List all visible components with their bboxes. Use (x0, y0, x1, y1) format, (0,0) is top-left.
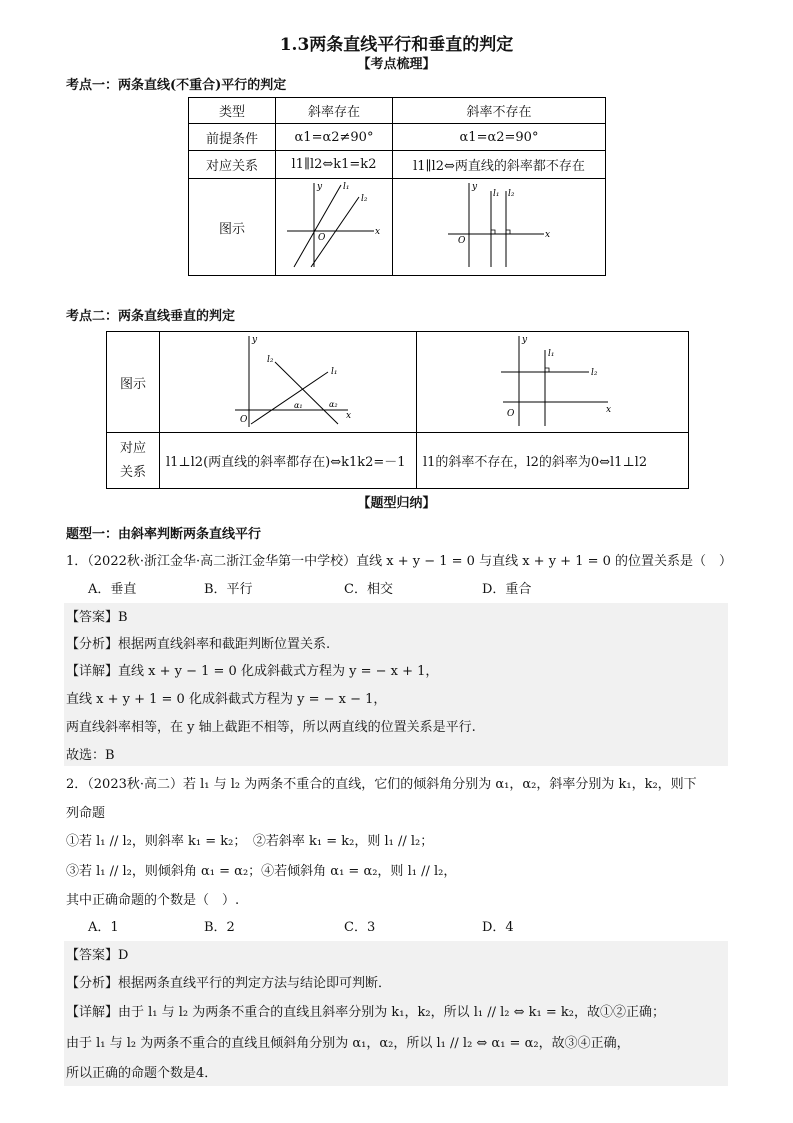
t1-r2-0: 对应关系 (189, 151, 276, 179)
kp1-heading: 考点一：两条直线(不重合)平行的判定 (66, 78, 287, 93)
t1-r2-2: l1∥l2⇔两直线的斜率都不存在 (393, 151, 606, 179)
svg-text:O: O (506, 409, 514, 419)
t1-r2-1: l1∥l2⇔k1=k2 (276, 151, 393, 179)
q2-opt-b: B．2 (204, 920, 235, 935)
type1-heading: 题型一：由斜率判断两条直线平行 (66, 527, 262, 542)
svg-text:x: x (375, 227, 381, 237)
svg-text:l₁: l₁ (493, 189, 500, 199)
t2-rel-label (107, 433, 160, 489)
q2-detail-1: 【详解】由于 l₁ 与 l₂ 为两条不重合的直线且斜率分别为 k₁，k₂，所以 l₁ // l₂ ⇔ k₁ = k₂，故①②正确； (66, 1005, 665, 1020)
section-heading-types: 【题型归纳】 (357, 496, 436, 511)
svg-text:y: y (252, 335, 258, 345)
svg-text:x: x (346, 411, 352, 421)
svg-text:O: O (458, 236, 466, 246)
q2-stem-2: 列命题 (66, 806, 106, 821)
t1-r1-0: 前提条件 (189, 124, 276, 151)
q2-analysis: 【分析】根据两条直线平行的判定方法与结论即可判断． (66, 976, 392, 991)
svg-text:l₂: l₂ (267, 355, 274, 365)
q2-opt-c: C．3 (344, 920, 376, 935)
perpendicular-table (106, 331, 689, 489)
q2-opt-a: A．1 (88, 920, 119, 935)
svg-text:l₂: l₂ (361, 194, 368, 204)
t1-r1-2: α1=α2=90° (393, 124, 606, 151)
q2-stem-3: 其中正确命题的个数是（ ）. (66, 893, 240, 908)
q1-detail-4: 故选：B (66, 748, 115, 763)
svg-text:y: y (472, 182, 478, 192)
svg-text:y: y (521, 335, 527, 345)
q2-answer: 【答案】D (66, 948, 129, 963)
q1-opt-b: B．平行 (204, 582, 253, 597)
t2-rel-label-b: 关系 (119, 464, 146, 480)
q1-solution-box (64, 603, 728, 766)
kp2-heading: 考点二：两条直线垂直的判定 (66, 309, 236, 324)
q2-detail-2: 由于 l₁ 与 l₂ 为两条不重合的直线且倾斜角分别为 α₁，α₂，所以 l₁ // l₂ ⇔ α₁ = α₂，故③④正确， (66, 1036, 630, 1051)
q1-analysis: 【分析】根据两直线斜率和截距判断位置关系. (66, 637, 331, 652)
t1-h0: 类型 (189, 98, 276, 124)
svg-text:x: x (605, 405, 611, 415)
section-heading-review: 【考点梳理】 (357, 57, 436, 72)
svg-text:l₁: l₁ (343, 182, 350, 192)
t2-rel-label-a: 对应 (119, 440, 146, 456)
q1-detail-3: 两直线斜率相等，在 y 轴上截距不相等，所以两直线的位置关系是平行. (66, 720, 476, 735)
svg-text:l₁: l₁ (547, 349, 554, 359)
q1-detail-1: 【详解】直线 x + y − 1 = 0 化成斜截式方程为 y = − x + 1， (66, 664, 439, 679)
t1-h1: 斜率存在 (276, 98, 393, 124)
t1-h2: 斜率不存在 (393, 98, 606, 124)
q1-opt-a: A．垂直 (88, 582, 137, 597)
svg-text:l₂: l₂ (590, 368, 597, 378)
svg-text:O: O (240, 415, 248, 425)
parallel-table (188, 97, 606, 276)
q1-stem: 1．（2022秋·浙江金华·高二浙江金华第一中学校）直线 x + y − 1 = 0 与直线 x + y + 1 = 0 的位置关系是（ ） (66, 554, 733, 569)
q1-opt-d: D．重合 (482, 582, 532, 597)
svg-text:l₂: l₂ (508, 189, 515, 199)
svg-text:y: y (317, 182, 323, 192)
fig-parallel-slope (276, 179, 393, 276)
svg-text:α₁: α₁ (294, 401, 303, 410)
q2-opt-d: D．4 (482, 920, 514, 935)
svg-text:α₂: α₂ (329, 400, 338, 409)
q1-opt-c: C．相交 (344, 582, 393, 597)
page-title: 1.3两条直线平行和垂直的判定 (279, 35, 514, 55)
fig-perp-vertical (417, 332, 689, 433)
q2-prop-2: ③若 l₁ // l₂，则倾斜角 α₁ = α₂；④若倾斜角 α₁ = α₂，则 l₁ // l₂， (66, 864, 457, 879)
t2-c1: 图示 (107, 332, 160, 433)
q1-detail-2: 直线 x + y + 1 = 0 化成斜截式方程为 y = − x − 1， (66, 692, 387, 707)
svg-text:l₁: l₁ (331, 367, 338, 377)
t2-rel1: l1⊥l2(两直线的斜率都存在)⇔k1k2=－1 (160, 433, 417, 489)
t2-rel2: l1的斜率不存在，l2的斜率为0⇔l1⊥l2 (417, 433, 689, 489)
q2-detail-3: 所以正确的命题个数是4． (66, 1066, 218, 1081)
fig-parallel-vertical (393, 179, 606, 276)
q2-stem-1: 2．（2023秋·高二）若 l₁ 与 l₂ 为两条不重合的直线，它们的倾斜角分别为 α₁，α₂，斜率分别为 k₁，k₂，则下 (66, 777, 697, 792)
fig-perp-slope (160, 332, 417, 433)
svg-text:x: x (545, 230, 551, 240)
t1-r1-1: α1=α2≠90° (276, 124, 393, 151)
t1-r3-0: 图示 (189, 179, 276, 276)
svg-text:O: O (318, 233, 326, 243)
q2-prop-1: ①若 l₁ // l₂，则斜率 k₁ = k₂； ②若斜率 k₁ = k₂，则 l₁ // l₂； (66, 834, 434, 849)
q1-answer: 【答案】B (66, 610, 128, 625)
